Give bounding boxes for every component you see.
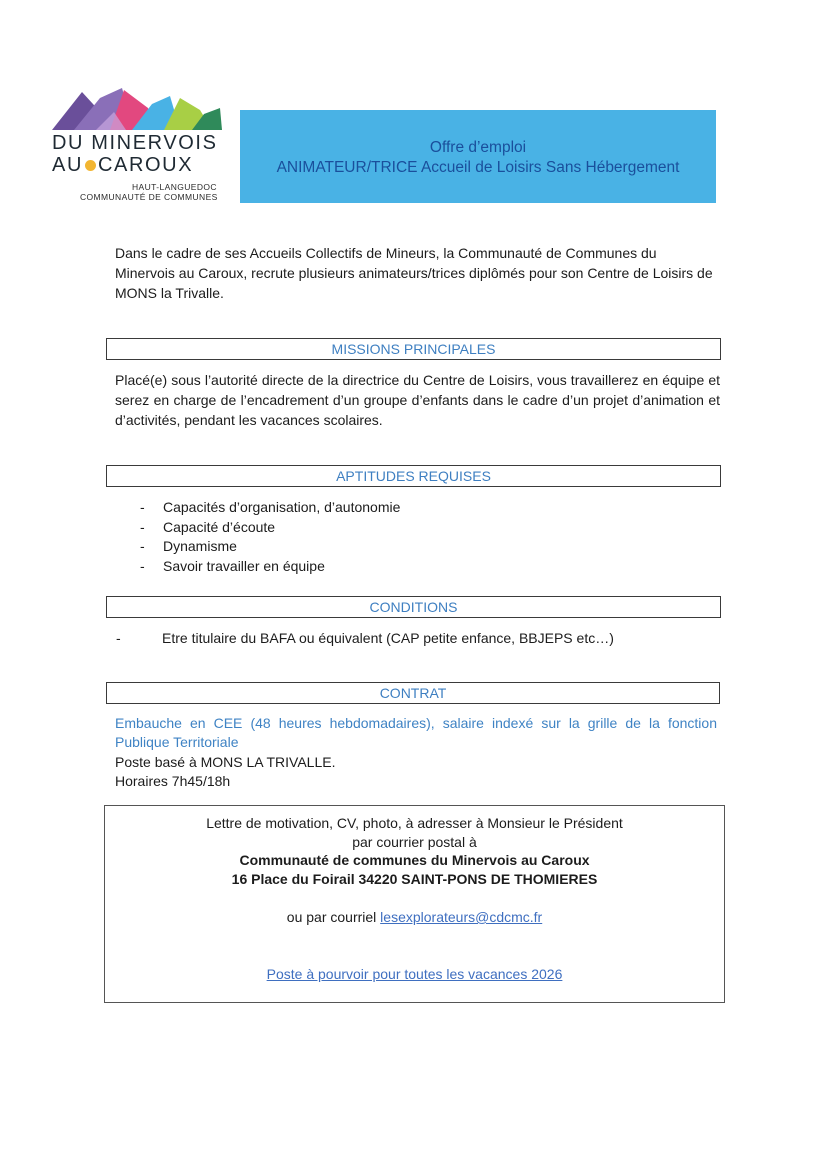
application-box bbox=[104, 805, 725, 1003]
bullet-dash: - bbox=[116, 630, 121, 646]
email-prefix: ou par courriel bbox=[286, 909, 377, 925]
availability-link[interactable]: Poste à pourvoir pour toutes les vacances 2026 bbox=[266, 966, 563, 982]
section-title-aptitudes: APTITUDES REQUISES bbox=[106, 465, 721, 487]
mountain-peaks-graphic bbox=[52, 86, 222, 130]
bullet-dash: - bbox=[140, 538, 145, 554]
application-documents: Lettre de motivation, CV, photo, à adresser à Monsieur le Président bbox=[206, 815, 623, 831]
logo-title-line1: DU MINERVOIS bbox=[52, 132, 218, 154]
aptitude-text: Dynamisme bbox=[163, 538, 237, 554]
logo-title-line2 bbox=[52, 154, 232, 177]
section-title-missions: MISSIONS PRINCIPALES bbox=[106, 338, 721, 360]
bullet-dash: - bbox=[140, 557, 145, 574]
section-title-contrat: CONTRAT bbox=[106, 682, 720, 704]
contract-terms: Embauche en CEE (48 heures hebdomadaires), salaire indexé sur la grille de la fonction Publique Territoriale bbox=[115, 715, 717, 750]
bullet-dash: - bbox=[140, 499, 145, 515]
application-email-line bbox=[105, 908, 724, 927]
job-offer-banner bbox=[240, 110, 716, 203]
availability-note bbox=[105, 965, 724, 984]
aptitude-text: Capacité d’écoute bbox=[163, 518, 276, 535]
application-organization: Communauté de communes du Minervois au Caroux bbox=[239, 852, 590, 868]
logo-title-caroux: CAROUX bbox=[97, 154, 194, 176]
application-address: 16 Place du Foirail 34220 SAINT-PONS DE THOMIERES bbox=[231, 871, 598, 887]
aptitude-text: Savoir travailler en équipe bbox=[163, 557, 325, 574]
contract-location: Poste basé à MONS LA TRIVALLE. bbox=[115, 754, 336, 770]
bullet-dash: - bbox=[140, 518, 145, 535]
list-item bbox=[140, 498, 700, 518]
missions-paragraph: Placé(e) sous l’autorité directe de la directrice du Centre de Loisirs, vous travaillerez en équipe et serez en charge de l’encadrement d’un groupe d’enfants dans le cadre d’un projet d’animation et d’activités, pendant les vacances scolaires. bbox=[115, 372, 720, 428]
section-title-conditions: CONDITIONS bbox=[106, 596, 721, 618]
list-item bbox=[140, 537, 700, 557]
condition-text: Etre titulaire du BAFA ou équivalent (CAP petite enfance, BBJEPS etc…) bbox=[162, 630, 614, 646]
banner-job-title: ANIMATEUR/TRICE Accueil de Loisirs Sans Hébergement bbox=[276, 159, 680, 176]
logo-subtitle-region: HAUT-LANGUEDOC bbox=[132, 182, 217, 192]
contract-hours: Horaires 7h45/18h bbox=[115, 773, 231, 789]
logo-subtitle-community: COMMUNAUTÉ DE COMMUNES bbox=[80, 192, 218, 202]
organization-logo bbox=[50, 86, 230, 204]
application-postal-label: par courrier postal à bbox=[352, 834, 477, 850]
intro-paragraph: Dans le cadre de ses Accueils Collectifs de Mineurs, la Communauté de Communes du Minervois au Caroux, recrute plusieurs animateurs/trices diplômés pour son Centre de Loisirs de MONS la Trivalle. bbox=[115, 245, 713, 301]
email-link[interactable]: lesexplorateurs@cdcmc.fr bbox=[380, 909, 543, 925]
banner-offer-label: Offre d’emploi bbox=[429, 139, 527, 156]
list-item bbox=[140, 557, 700, 577]
logo-title-au: AU bbox=[52, 154, 83, 176]
aptitude-text: Capacités d’organisation, d’autonomie bbox=[163, 499, 401, 515]
sun-dot-icon bbox=[85, 160, 96, 171]
list-item bbox=[140, 518, 700, 538]
aptitudes-list bbox=[140, 498, 700, 576]
